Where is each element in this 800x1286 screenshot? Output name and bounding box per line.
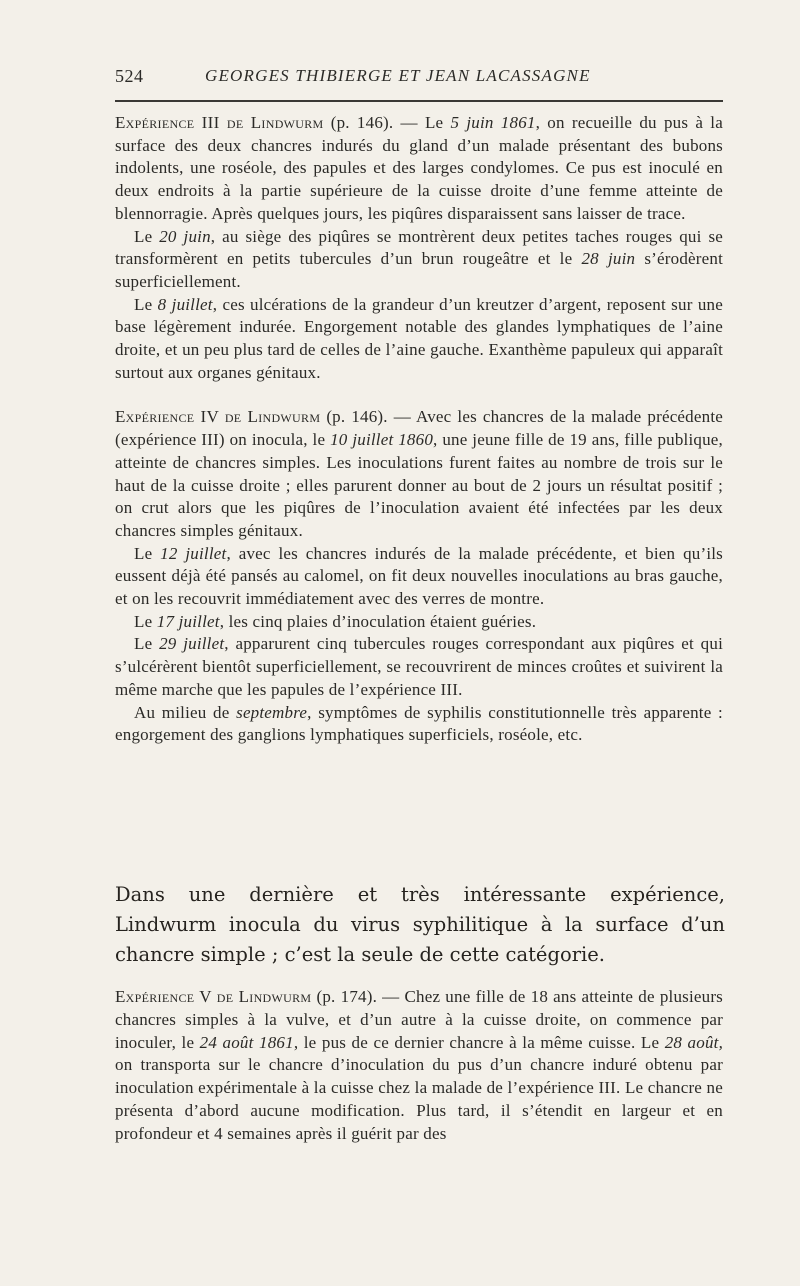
exp3-p1-text-a: (p. 146). — Le [323,113,451,132]
exp4-heading: Expérience IV de Lindwurm [115,407,321,427]
exp4-paragraph-1 [115,406,723,542]
exp4-paragraph-2 [115,543,723,611]
exp4-p1-text-b: , une jeune fille de 19 ans, fille publique, atteinte de chancres simples. Les inoculations furent faites au nombre de trois sur le haut de la cuisse droite ; elles parurent donner au bout de 2 jours un résultat positif ; on crut alors que les piqûres de l’inoculation avaient été infectées par les deux chancres simples génitaux. [115,430,723,540]
exp3-paragraph-2 [115,226,723,294]
exp3-p2-text-c: s’érodèrent superficiellement. [115,249,723,291]
intro-paragraph: Dans une dernière et très intéressante expérience, Lindwurm inocula du virus syphilitique à la surface d’un chancre simple ; c’est la seule de cette catégorie. [115,883,725,966]
exp3-p3-date: 8 juillet [157,294,213,314]
exp5-p1-text-b: , le pus de ce dernier chancre à la même cuisse. Le [293,1032,665,1052]
exp4-p1-date: 10 juillet 1860 [330,430,434,450]
exp4-paragraph-3 [115,611,723,634]
header-rule [115,100,723,102]
exp5-p1-text-c: on transporta sur le chancre d’inoculation du pus d’un chancre induré obtenu par inoculation expérimentale à la cuisse chez la malade de l’expérience III. Le chancre ne présenta d’abord aucune modification. Plus tard, il s’étendit en largeur et en profondeur et 4 semaines après il guérit par des [115,1055,723,1143]
exp4-p3-date: 17 juillet [156,611,220,631]
exp4-paragraph-4 [115,633,723,701]
exp3-p3-text-a: Le [134,294,158,314]
section-gap [115,384,723,406]
exp3-p1-date: 5 juin 1861 [450,113,536,132]
exp3-heading: Expérience III de Lindwurm [115,113,324,132]
exp4-p3-text-a: Le [134,611,157,631]
exp5-p1-text-a: (p. 174). — Chez une fille de 18 ans atteinte de plusieurs chancres simples à la vulve, et d’un autre à la cuisse droite, on commence par inoculer, le [115,987,724,1052]
exp5-p1-date-2: 28 août, [664,1032,724,1052]
exp4-p5-text-b: , symptômes de syphilis constitutionnelle très apparente : engorgement des ganglions lymphatiques superficiels, roséole, etc. [115,702,723,745]
exp4-p2-text-b: , avec les chancres indurés de la malade précédente, et bien qu’ils eussent déjà été pansés au calomel, on fit deux nouvelles inoculations au bras gauche, et on les recouvrit immédiatement avec des verres de montre. [115,543,723,609]
body-text-lower [115,986,723,1146]
exp4-p4-text-b: , apparurent cinq tubercules rouges correspondant aux piqûres et qui s’ulcérèrent bientôt superficiellement, se recouvrirent de minces croûtes et suivirent la même marche que les papules de l’expérience III. [115,634,723,699]
body-text-upper [115,112,723,747]
exp4-p1-text-a: (p. 146). — Avec les chancres de la malade précédente (expérience III) on inocula, le [115,407,723,450]
exp4-p2-date: 12 juillet [160,543,227,563]
exp4-p4-date: 29 juillet [159,634,225,654]
exp3-p1-text-b: , on recueille du pus à la surface des deux chancres indurés du gland d’un malade présentant des bubons indolents, une roséole, des papules et des larges condylomes. Ce pus est inoculé en deux endroits à la partie supérieure de la cuisse droite d’une femme atteinte de blennorragie. Après quelques jours, les piqûres disparaissent sans laisser de trace. [115,113,723,223]
exp5-p1-date-1: 24 août 1861 [199,1032,294,1052]
intro-paragraph-block [115,880,725,970]
page-number: 524 [115,66,144,86]
exp3-paragraph-1 [115,112,723,226]
exp4-p2-text-a: Le [134,543,161,563]
exp4-p5-month: septembre [236,702,308,722]
exp5-heading: Expérience V de Lindwurm [115,987,312,1006]
exp4-paragraph-5 [115,702,723,747]
exp4-p5-text-a: Au milieu de [134,702,237,722]
exp3-paragraph-3 [115,294,723,385]
page-header [115,66,723,94]
exp3-p3-text-b: , ces ulcérations de la grandeur d’un kreutzer d’argent, reposent sur une base légèrement indurée. Engorgement notable des glandes lymphatiques de l’aine droite, et un peu plus tard de celles de l’aine gauche. Exanthème papuleux qui apparaît surtout aux organes génitaux. [115,294,724,382]
exp4-p3-text-b: , les cinq plaies d’inoculation étaient guéries. [219,611,537,631]
exp3-p2-text-a: Le [134,226,160,246]
running-title: GEORGES THIBIERGE ET JEAN LACASSAGNE [205,66,591,85]
exp4-p4-text-a: Le [134,634,160,654]
exp5-paragraph-1 [115,986,723,1146]
exp3-p2-date-1: 20 juin [159,226,211,246]
exp3-p2-date-2: 28 juin [581,249,636,269]
exp3-p2-text-b: , au siège des piqûres se montrèrent deux petites taches rouges qui se transformèrent en petits tubercules d’un brun rougeâtre et le [115,226,723,269]
